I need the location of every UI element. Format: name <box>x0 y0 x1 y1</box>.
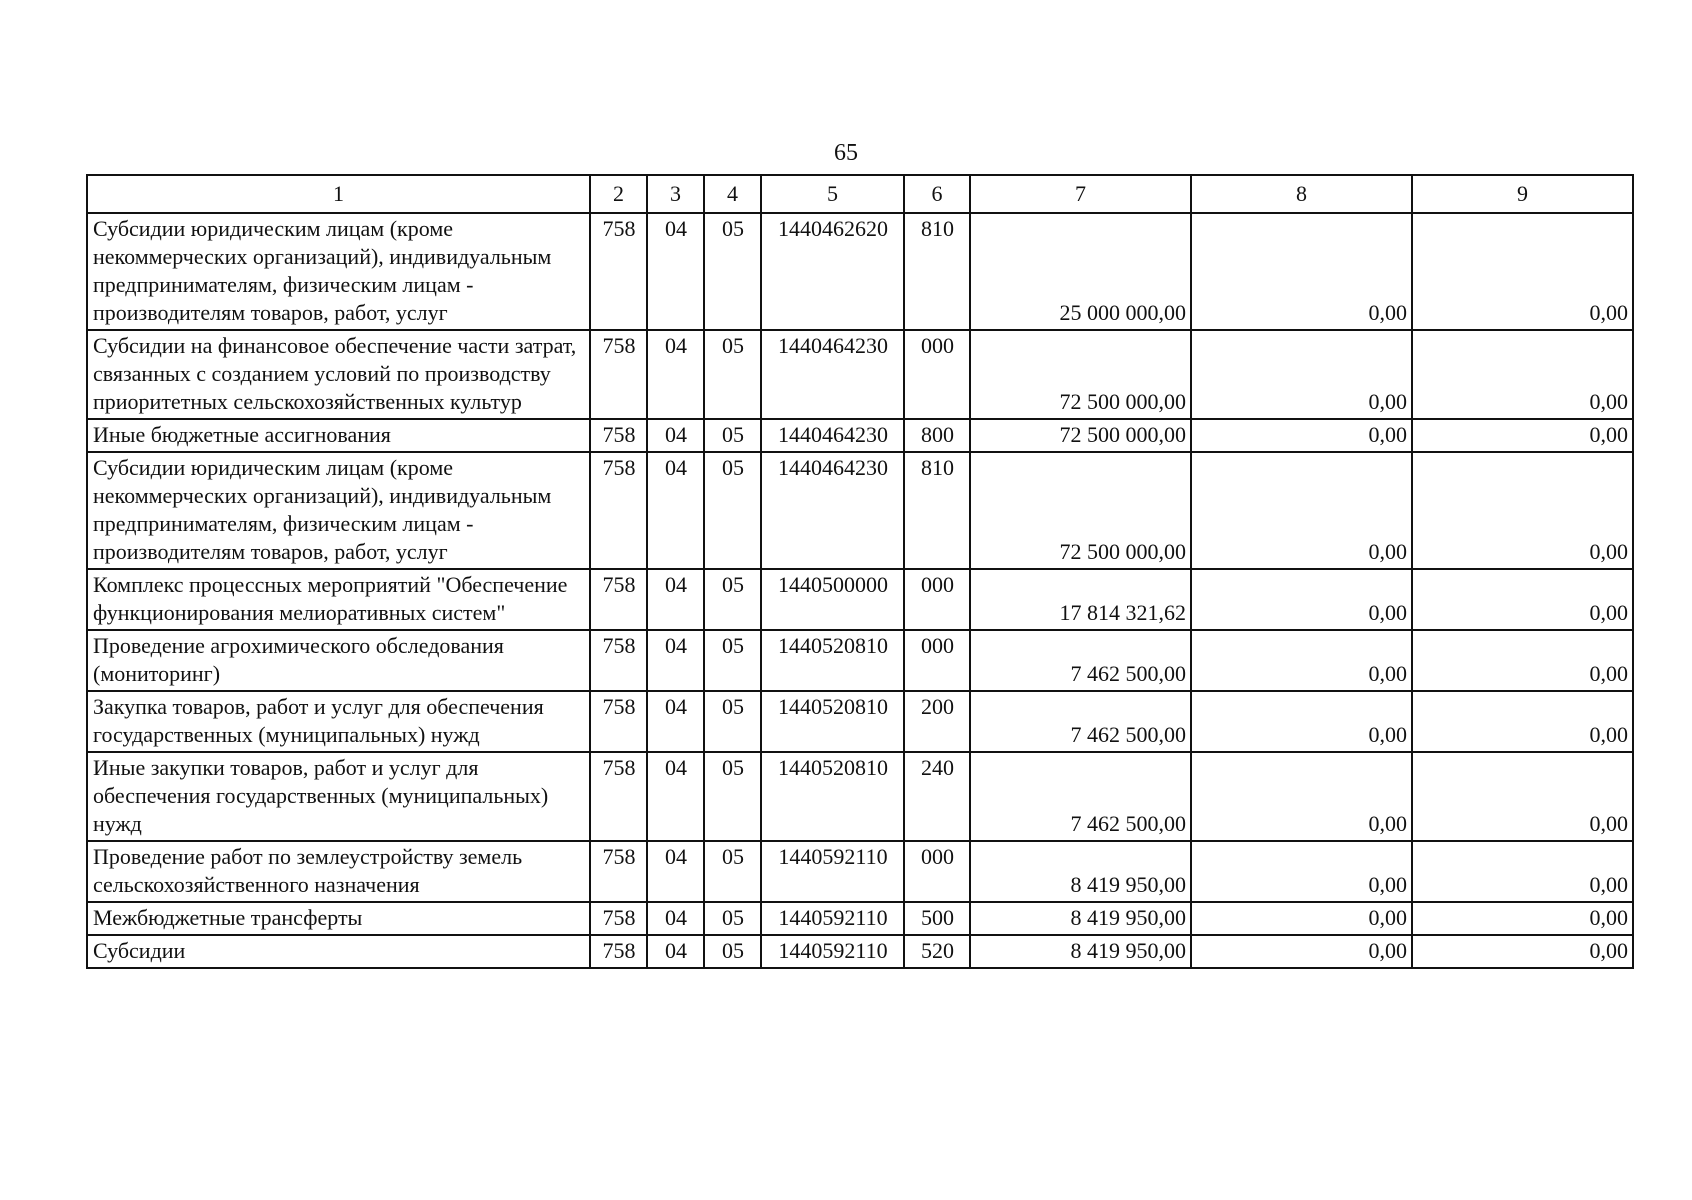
code-cell: 04 <box>647 841 704 902</box>
amount-cell: 7 462 500,00 <box>970 752 1191 841</box>
table-row <box>87 569 1633 630</box>
code-cell: 1440520810 <box>761 691 904 752</box>
table-row <box>87 452 1633 569</box>
code-cell: 000 <box>904 630 970 691</box>
code-cell: 758 <box>590 419 647 452</box>
code-cell: 758 <box>590 841 647 902</box>
code-cell: 04 <box>647 630 704 691</box>
code-cell: 758 <box>590 752 647 841</box>
code-cell: 05 <box>704 841 761 902</box>
amount-cell: 0,00 <box>1412 330 1633 419</box>
row-name-cell: Проведение агрохимического обследования (мониторинг) <box>87 630 590 691</box>
code-cell: 758 <box>590 902 647 935</box>
code-cell: 758 <box>590 452 647 569</box>
header-cell: 2 <box>590 175 647 213</box>
amount-cell: 0,00 <box>1191 213 1412 330</box>
row-name-cell: Комплекс процессных мероприятий "Обеспечение функционирования мелиоративных систем" <box>87 569 590 630</box>
amount-cell: 0,00 <box>1412 841 1633 902</box>
header-cell: 4 <box>704 175 761 213</box>
code-cell: 04 <box>647 419 704 452</box>
amount-cell: 0,00 <box>1191 752 1412 841</box>
code-cell: 500 <box>904 902 970 935</box>
amount-cell: 0,00 <box>1412 752 1633 841</box>
code-cell: 05 <box>704 213 761 330</box>
code-cell: 04 <box>647 935 704 968</box>
amount-cell: 7 462 500,00 <box>970 691 1191 752</box>
code-cell: 240 <box>904 752 970 841</box>
amount-cell: 7 462 500,00 <box>970 630 1191 691</box>
header-cell: 5 <box>761 175 904 213</box>
budget-table <box>86 174 1634 969</box>
amount-cell: 0,00 <box>1412 902 1633 935</box>
amount-cell: 0,00 <box>1412 691 1633 752</box>
code-cell: 810 <box>904 213 970 330</box>
amount-cell: 0,00 <box>1191 419 1412 452</box>
table-row <box>87 330 1633 419</box>
amount-cell: 0,00 <box>1191 841 1412 902</box>
code-cell: 1440592110 <box>761 902 904 935</box>
amount-cell: 8 419 950,00 <box>970 935 1191 968</box>
row-name-cell: Межбюджетные трансферты <box>87 902 590 935</box>
table-row <box>87 419 1633 452</box>
header-cell: 8 <box>1191 175 1412 213</box>
page-number: 65 <box>834 140 858 166</box>
row-name-cell: Субсидии юридическим лицам (кроме некоммерческих организаций), индивидуальным предпринимателям, физическим лицам - производителям товаров, работ, услуг <box>87 452 590 569</box>
amount-cell: 0,00 <box>1191 330 1412 419</box>
code-cell: 1440464230 <box>761 419 904 452</box>
code-cell: 758 <box>590 213 647 330</box>
table-row <box>87 902 1633 935</box>
code-cell: 000 <box>904 330 970 419</box>
amount-cell: 0,00 <box>1191 935 1412 968</box>
header-cell: 7 <box>970 175 1191 213</box>
header-cell: 6 <box>904 175 970 213</box>
code-cell: 758 <box>590 935 647 968</box>
amount-cell: 8 419 950,00 <box>970 841 1191 902</box>
code-cell: 05 <box>704 330 761 419</box>
code-cell: 05 <box>704 569 761 630</box>
header-cell: 1 <box>87 175 590 213</box>
amount-cell: 0,00 <box>1191 630 1412 691</box>
amount-cell: 0,00 <box>1191 569 1412 630</box>
table-row <box>87 752 1633 841</box>
code-cell: 1440520810 <box>761 752 904 841</box>
amount-cell: 0,00 <box>1412 452 1633 569</box>
code-cell: 04 <box>647 752 704 841</box>
code-cell: 758 <box>590 569 647 630</box>
code-cell: 05 <box>704 419 761 452</box>
code-cell: 05 <box>704 752 761 841</box>
amount-cell: 72 500 000,00 <box>970 330 1191 419</box>
row-name-cell: Иные бюджетные ассигнования <box>87 419 590 452</box>
amount-cell: 0,00 <box>1412 569 1633 630</box>
code-cell: 1440500000 <box>761 569 904 630</box>
amount-cell: 0,00 <box>1412 213 1633 330</box>
code-cell: 04 <box>647 569 704 630</box>
amount-cell: 0,00 <box>1412 935 1633 968</box>
amount-cell: 17 814 321,62 <box>970 569 1191 630</box>
code-cell: 05 <box>704 935 761 968</box>
code-cell: 04 <box>647 452 704 569</box>
code-cell: 000 <box>904 569 970 630</box>
header-cell: 9 <box>1412 175 1633 213</box>
amount-cell: 0,00 <box>1191 452 1412 569</box>
code-cell: 05 <box>704 691 761 752</box>
amount-cell: 72 500 000,00 <box>970 452 1191 569</box>
row-name-cell: Субсидии на финансовое обеспечение части затрат, связанных с созданием условий по производству приоритетных сельскохозяйственных культур <box>87 330 590 419</box>
code-cell: 758 <box>590 630 647 691</box>
code-cell: 1440464230 <box>761 330 904 419</box>
amount-cell: 0,00 <box>1191 691 1412 752</box>
amount-cell: 72 500 000,00 <box>970 419 1191 452</box>
amount-cell: 25 000 000,00 <box>970 213 1191 330</box>
amount-cell: 0,00 <box>1412 419 1633 452</box>
code-cell: 1440462620 <box>761 213 904 330</box>
code-cell: 1440592110 <box>761 841 904 902</box>
code-cell: 04 <box>647 330 704 419</box>
code-cell: 758 <box>590 330 647 419</box>
code-cell: 05 <box>704 902 761 935</box>
code-cell: 758 <box>590 691 647 752</box>
code-cell: 000 <box>904 841 970 902</box>
table-row <box>87 691 1633 752</box>
header-row <box>87 175 1633 213</box>
table-row <box>87 841 1633 902</box>
code-cell: 1440520810 <box>761 630 904 691</box>
row-name-cell: Иные закупки товаров, работ и услуг для обеспечения государственных (муниципальных) нужд <box>87 752 590 841</box>
code-cell: 800 <box>904 419 970 452</box>
table-row <box>87 935 1633 968</box>
code-cell: 04 <box>647 213 704 330</box>
code-cell: 05 <box>704 452 761 569</box>
code-cell: 04 <box>647 902 704 935</box>
table-row <box>87 630 1633 691</box>
row-name-cell: Закупка товаров, работ и услуг для обеспечения государственных (муниципальных) нужд <box>87 691 590 752</box>
row-name-cell: Проведение работ по землеустройству земель сельскохозяйственного назначения <box>87 841 590 902</box>
code-cell: 520 <box>904 935 970 968</box>
amount-cell: 8 419 950,00 <box>970 902 1191 935</box>
code-cell: 1440464230 <box>761 452 904 569</box>
code-cell: 810 <box>904 452 970 569</box>
amount-cell: 0,00 <box>1191 902 1412 935</box>
code-cell: 200 <box>904 691 970 752</box>
code-cell: 05 <box>704 630 761 691</box>
row-name-cell: Субсидии юридическим лицам (кроме некоммерческих организаций), индивидуальным предпринимателям, физическим лицам - производителям товаров, работ, услуг <box>87 213 590 330</box>
header-cell: 3 <box>647 175 704 213</box>
amount-cell: 0,00 <box>1412 630 1633 691</box>
row-name-cell: Субсидии <box>87 935 590 968</box>
table-row <box>87 213 1633 330</box>
code-cell: 04 <box>647 691 704 752</box>
code-cell: 1440592110 <box>761 935 904 968</box>
